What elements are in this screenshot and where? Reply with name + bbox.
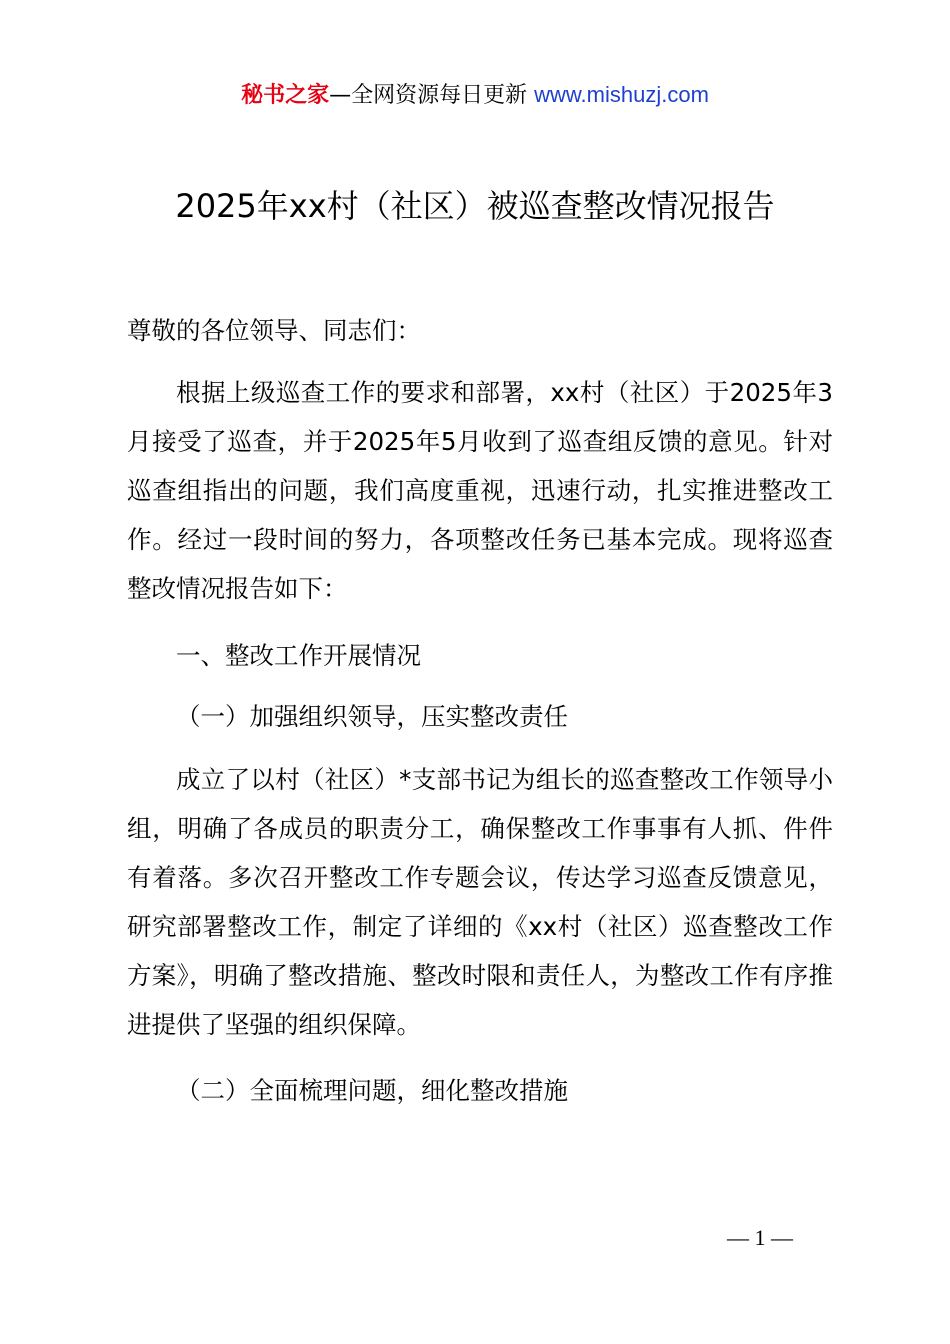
- site-brand: 秘书之家: [241, 83, 330, 108]
- document-title: 2025年xx村（社区）被巡查整改情况报告: [175, 187, 775, 225]
- site-url-link[interactable]: www.mishuzj.com: [534, 82, 709, 107]
- body-paragraph: [127, 755, 833, 1049]
- site-tagline: —全网资源每日更新: [329, 83, 528, 108]
- subsection-heading: [127, 692, 833, 741]
- page-number: — 1 —: [727, 1225, 793, 1250]
- sub2-heading: （二）全面梳理问题，细化整改措施: [176, 1076, 568, 1105]
- site-banner: [0, 78, 950, 113]
- sub1-body: 成立了以村（社区）*支部书记为组长的巡查整改工作领导小组，明确了各成员的职责分工，确保整改工作事事有人抓、件件有着落。多次召开整改工作专题会议，传达学习巡查反馈意见，研究部署整改工作，制定了详细的《xx村（社区）巡查整改工作方案》，明确了整改措施、整改时限和责任人，为整改工作有序推进提供了坚强的组织保障。: [127, 765, 833, 1039]
- section-heading: [127, 631, 833, 680]
- sub1-heading: （一）加强组织领导，压实整改责任: [176, 702, 568, 731]
- section1-heading: 一、整改工作开展情况: [176, 641, 421, 670]
- salutation: [127, 306, 833, 355]
- intro-text: 根据上级巡查工作的要求和部署，xx村（社区）于2025年3月接受了巡查，并于2025年5月收到了巡查组反馈的意见。针对巡查组指出的问题，我们高度重视，迅速行动，扎实推进整改工作。经过一段时间的努力，各项整改任务已基本完成。现将巡查整改情况报告如下：: [127, 378, 833, 603]
- salutation-text: 尊敬的各位领导、同志们：: [127, 316, 421, 345]
- intro-paragraph: [127, 368, 833, 613]
- subsection-heading: [127, 1066, 833, 1115]
